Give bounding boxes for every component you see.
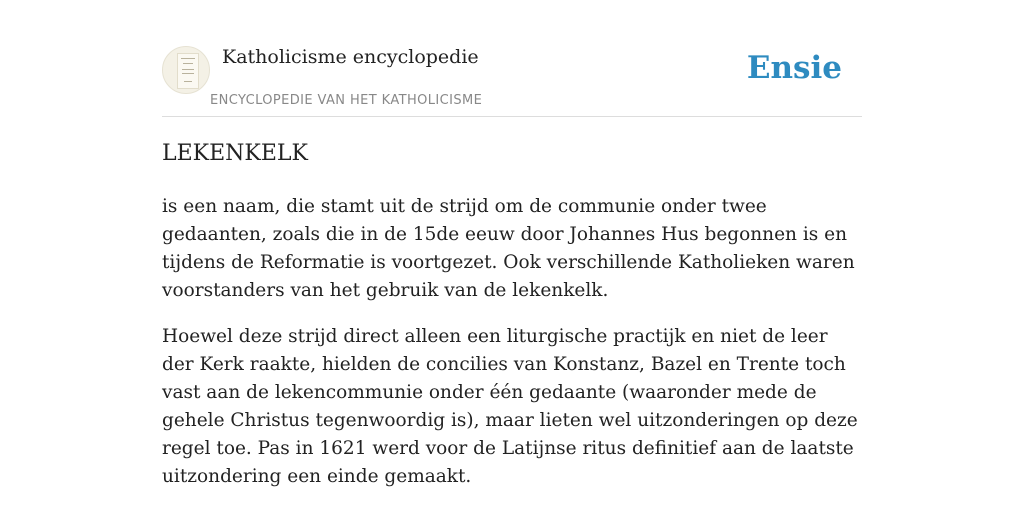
header — [162, 0, 862, 117]
book-subtitle: ENCYCLOPEDIE VAN HET KATHOLICISME — [210, 93, 483, 108]
entry-title: LEKENKELK — [162, 141, 308, 166]
book-page — [177, 53, 199, 89]
brand-logo-link[interactable]: Ensie — [746, 50, 842, 86]
cover-line — [182, 73, 194, 74]
entry-paragraph: is een naam, die stamt uit de strijd om de communie onder twee gedaanten, zoals die in de 15de eeuw door Johannes Hus begonnen is en tijdens de Reformatie is voortgezet. Ook verschillende Katholieken waren voorstanders van het gebruik van de lekenkelk. — [162, 196, 855, 301]
book-cover-icon[interactable] — [162, 46, 210, 94]
cover-line — [182, 69, 194, 70]
cover-line — [183, 63, 193, 64]
entry-paragraph: Hoewel deze strijd direct alleen een liturgische practijk en niet de leer der Kerk raakte, hielden de concilies van Konstanz, Bazel en Trente toch vast aan de lekencommunie onder één gedaante (waaronder mede de gehele Christus tegenwoordig is), maar lieten wel uitzonderingen op deze regel toe. Pas in 1621 werd voor de Latijnse ritus definitief aan de laatste uitzondering een einde gemaakt. — [162, 326, 858, 487]
page-content — [162, 0, 862, 487]
cover-line — [184, 81, 192, 82]
book-title-link[interactable]: Katholicisme encyclopedie — [222, 46, 479, 68]
cover-line — [181, 58, 195, 59]
